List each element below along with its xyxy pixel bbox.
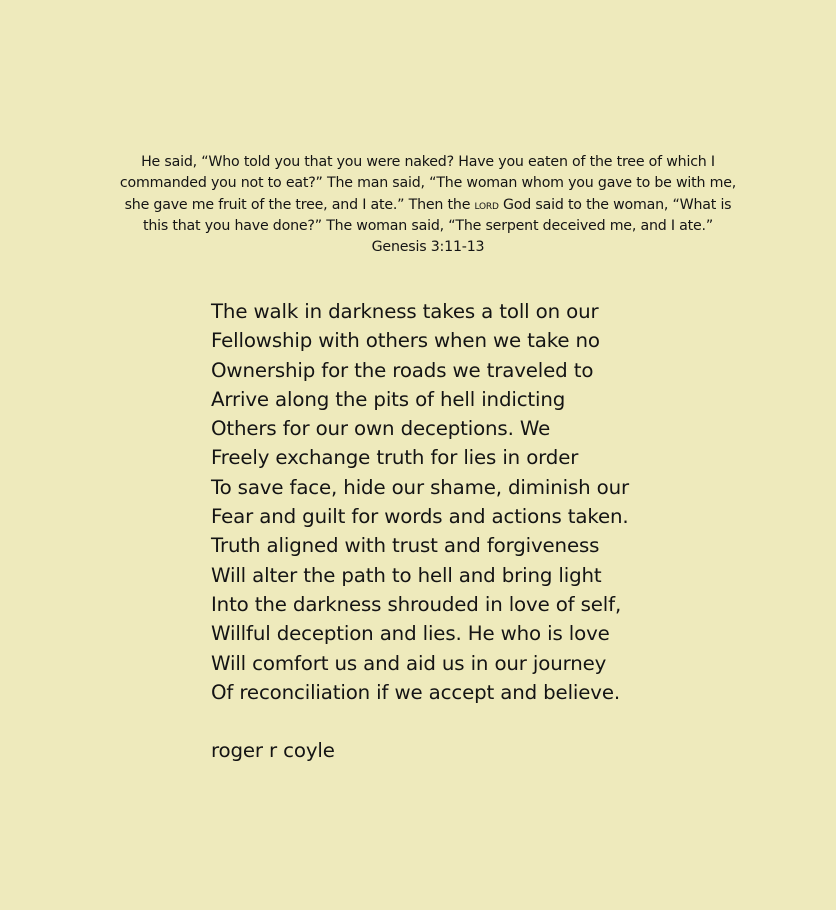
scripture-quote [110,152,746,258]
scripture-line-3-start: she gave me fruit of the tree, and I ate.” Then the [124,197,475,213]
scripture-line-4: this that you have done?” The woman said, “The serpent deceived me, and I ate.” [142,218,714,234]
poem-line: Truth aligned with trust and forgiveness [211,534,600,558]
scripture-lord: lord [474,197,499,212]
scripture-line-3 [110,194,746,216]
poem-line: Fear and guilt for words and actions taken. [211,505,629,529]
poem-line: Willful deception and lies. He who is love [211,622,610,646]
poem-body [211,297,771,707]
scripture-line-2: commanded you not to eat?” The man said, “The woman whom you gave to be with me, [119,175,737,191]
scripture-line-3-end: God said to the woman, “What is [498,197,732,213]
poem-line: Arrive along the pits of hell indicting [211,387,566,411]
poem-line: Others for our own deceptions. We [211,417,551,441]
poem-line: Will alter the path to hell and bring light [211,563,602,587]
poem-line: Into the darkness shrouded in love of self, [211,592,622,616]
poem-line: Will comfort us and aid us in our journey [211,651,607,675]
poem-line: Ownership for the roads we traveled to [211,358,594,382]
scripture-reference: Genesis 3:11-13 [371,239,485,255]
poem-author: roger r coyle [211,739,335,762]
poem-line: Freely exchange truth for lies in order [211,446,579,470]
poem-line: Of reconciliation if we accept and believe. [211,680,621,704]
scripture-line-1: He said, “Who told you that you were naked? Have you eaten of the tree of which I [141,154,715,170]
poem-line: The walk in darkness takes a toll on our [211,300,599,323]
poem-line: Fellowship with others when we take no [211,329,600,353]
poem-line: To save face, hide our shame, diminish our [211,475,629,499]
